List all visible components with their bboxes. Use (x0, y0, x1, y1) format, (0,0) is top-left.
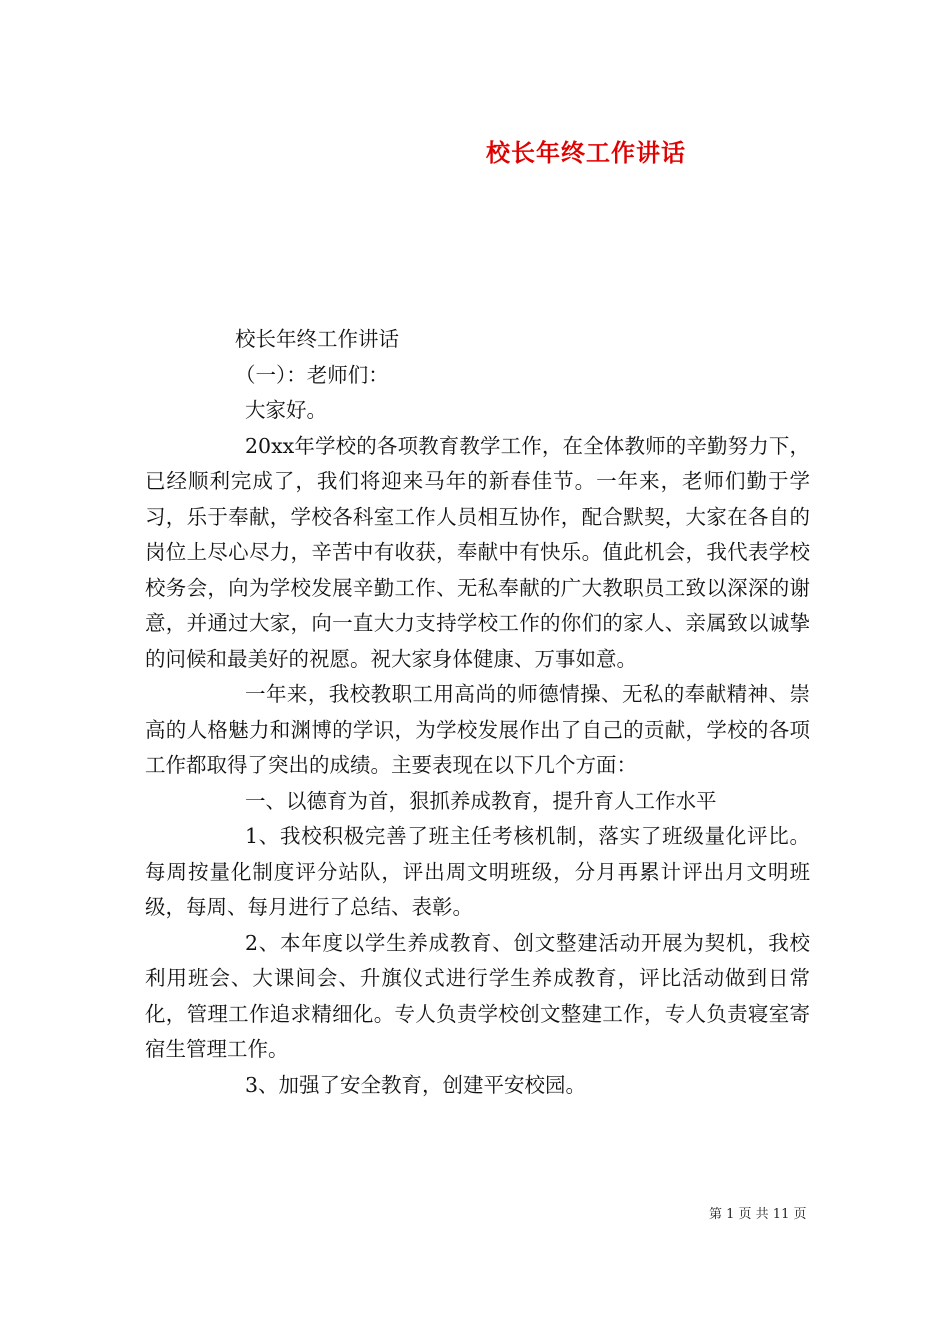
paragraph-2: 一年来，我校教职工用高尚的师德情操、无私的奉献精神、崇高的人格魅力和渊博的学识，为学校发展作出了自己的贡献，学校的各项工作都取得了突出的成绩。主要表现在以下几个方面： (145, 682, 810, 777)
section-heading-1: 一、以德育为首，狠抓养成教育，提升育人工作水平 (245, 788, 717, 813)
header-title: 校长年终工作讲话 (486, 138, 686, 167)
paragraph-3: 1、我校积极完善了班主任考核机制，落实了班级量化评比。每周按量化制度评分站队，评出周文明班级，分月再累计评出月文明班级，每周、每月进行了总结、表彰。 (145, 824, 810, 919)
document-title: 校长年终工作讲话 (235, 327, 399, 351)
paragraph-1: 20xx年学校的各项教育教学工作，在全体教师的辛勤努力下，已经顺利完成了，我们将迎来马年的新春佳节。一年来，老师们勤于学习，乐于奉献，学校各科室工作人员相互协作，配合默契，大家在各自的岗位上尽心尽力，辛苦中有收获，奉献中有快乐。值此机会，我代表学校校务会，向为学校发展辛勤工作、无私奉献的广大教职员工致以深深的谢意，并通过大家，向一直大力支持学校工作的你们的家人、亲属致以诚挚的问候和最美好的祝愿。祝大家身体健康、万事如意。 (145, 433, 810, 671)
page-number: 第 1 页 共 11 页 (709, 1207, 807, 1222)
salutation: （一）：老师们： (235, 362, 389, 387)
greeting: 大家好。 (245, 398, 327, 422)
paragraph-4: 2、本年度以学生养成教育、创文整建活动开展为契机，我校利用班会、大课间会、升旗仪式进行学生养成教育，评比活动做到日常化，管理工作追求精细化。专人负责学校创文整建工作，专人负责寝室寄宿生管理工作。 (145, 930, 810, 1061)
paragraph-5: 3、加强了安全教育，创建平安校园。 (245, 1072, 587, 1097)
document-body (145, 322, 810, 1103)
